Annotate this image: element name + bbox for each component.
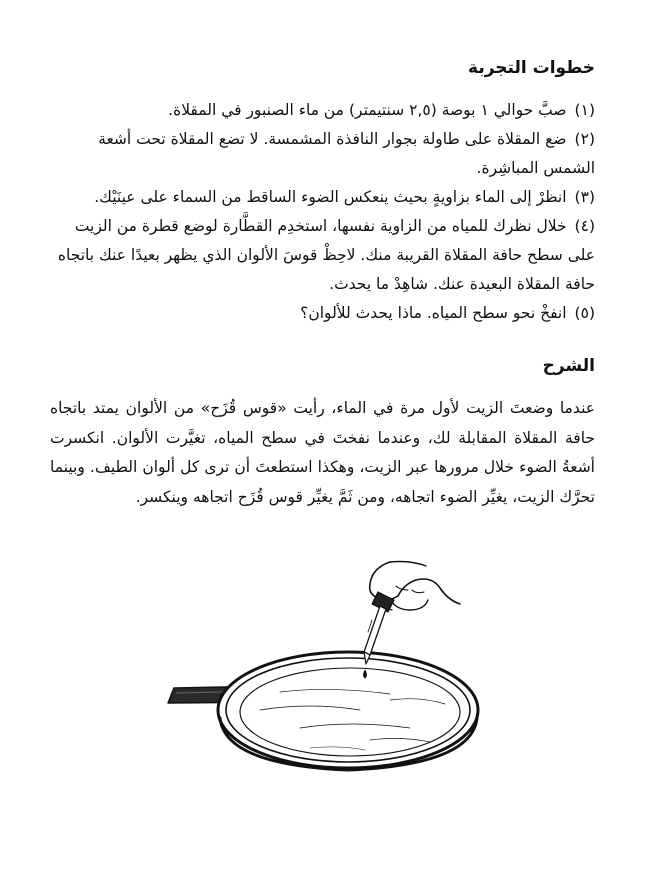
step-text: انظرْ إلى الماء بزاويةٍ بحيث ينعكس الضوء الساقط من السماء على عينَيْك. (94, 188, 567, 206)
step-5 (50, 299, 595, 328)
step-1 (50, 96, 595, 125)
step-4 (50, 212, 595, 299)
step-2 (50, 125, 595, 183)
step-text: انفخْ نحو سطح المياه. ماذا يحدث للألوان؟ (300, 304, 567, 322)
step-text: صبَّ حوالي ١ بوصة (٢,٥ سنتيمتر) من ماء الصنبور في المقلاة. (168, 101, 567, 119)
explanation-heading: الشرح (542, 356, 595, 376)
frying-pan (218, 652, 478, 770)
step-number: (١) (574, 101, 595, 119)
step-number: (٢) (574, 130, 595, 148)
step-text: ضع المقلاة على طاولة بجوار النافذة المشمسة. لا تضع المقلاة تحت أشعة الشمس المباشِرة. (98, 130, 595, 177)
section-spacer (50, 328, 595, 352)
step-3 (50, 183, 595, 212)
experiment-steps (50, 96, 595, 328)
step-text: خلال نظرك للمياه من الزاوية نفسها، استخدِم القطَّارة لوضع قطرة من الزيت على سطح حافة المقلاة القريبة منك. لاحِظْ قوسَ الألوان الذي يظهر بعيدًا عنك باتجاه حافة المقلاة البعيدة عنك. شاهِدْ ما يحدث. (57, 217, 595, 293)
step-number: (٥) (574, 304, 595, 322)
page-content (50, 54, 595, 512)
hand-dropper-frying-pan-icon (160, 560, 490, 800)
step-number: (٣) (574, 188, 595, 206)
step-number: (٤) (574, 217, 595, 235)
experiment-heading: خطوات التجربة (468, 58, 595, 78)
explanation-paragraph: عندما وضعتَ الزيت لأول مرة في الماء، رأيت «قوس قُزَح» من الألوان يمتد باتجاه حافة المقلاة المقابلة لك، وعندما نفختَ في سطح المياه، تغيَّرت الألوان. انكسرت أشعةُ الضوء خلال مرورها عبر الزيت، وهكذا استطعتَ أن ترى كل ألوان الطيف. وبينما تحرَّك الزيت، يغيِّر الضوء اتجاهه، ومن ثَمَّ يغيِّر قوس قُزَح اتجاهه وينكسر. (50, 399, 595, 506)
